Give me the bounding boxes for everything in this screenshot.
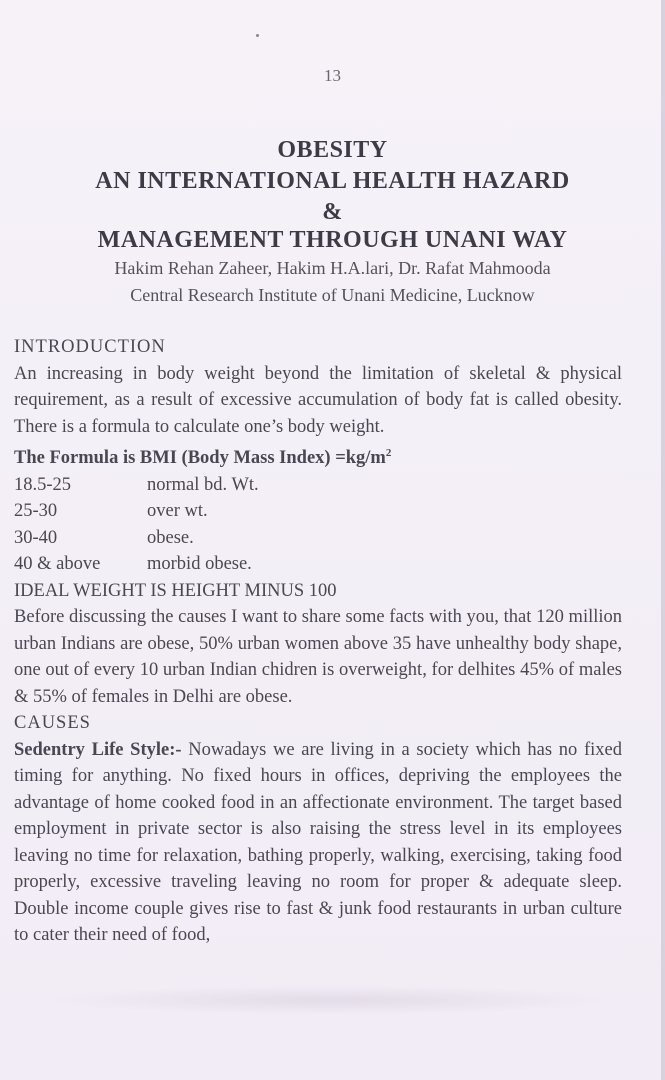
bmi-label: normal bd. Wt. (147, 474, 259, 495)
bmi-formula-text: The Formula is BMI (Body Mass Index) =kg/m (14, 448, 386, 469)
bmi-row (14, 472, 622, 499)
bmi-label: morbid obese. (147, 554, 252, 575)
bmi-label: obese. (147, 527, 194, 548)
bleed-through (40, 985, 620, 1015)
bmi-range: 18.5-25 (14, 474, 72, 495)
sedentary-paragraph (14, 737, 622, 949)
bmi-range: 40 & above (14, 554, 101, 575)
introduction-paragraph: An increasing in body weight beyond the limitation of skeletal & physical requirement, as a result of excessive accumulation of body fat is called obesity. There is a formula to calculate one’s body weight. (14, 363, 622, 437)
bmi-range: 25-30 (14, 501, 58, 522)
bmi-formula-superscript: 2 (385, 447, 392, 459)
title-line-3: & (322, 199, 343, 225)
facts-paragraph: Before discussing the causes I want to share some facts with you, that 120 million urban Indians are obese, 50% urban women above 35 have unhealthy body shape, one out of every 10 urban Indian chidren is overweight, for delhites 45% of males & 55% of females in Delhi are obese. (14, 607, 622, 707)
bmi-row (14, 551, 622, 578)
speck (256, 34, 259, 37)
introduction-heading: INTRODUCTION (14, 337, 166, 357)
affiliation: Central Research Institute of Unani Medicine, Lucknow (130, 285, 535, 305)
sedentary-text: Nowadays we are living in a society which has no fixed timing for anything. No fixed hours in offices, depriving the employees the advantage of home cooked food in an affectionate environment. The target based employment in private sector is also raising the stress level in its employees leaving no time for relaxation, bathing properly, walking, exercising, taking food properly, excessive traveling leaving no room for proper & adequate sleep. Double income couple gives rise to fast & junk food restaurants in urban culture to cater their need of food, (14, 739, 622, 946)
causes-heading: CAUSES (14, 713, 91, 734)
bmi-row (14, 498, 622, 525)
authors: Hakim Rehan Zaheer, Hakim H.A.lari, Dr. Rafat Mahmooda (114, 258, 551, 278)
ideal-weight-line: IDEAL WEIGHT IS HEIGHT MINUS 100 (14, 580, 337, 601)
article-body (14, 334, 622, 949)
bmi-row (14, 525, 622, 552)
sedentary-label: Sedentry Life Style:- (14, 739, 182, 760)
title-line-1: OBESITY (277, 137, 388, 163)
title-line-4: MANAGEMENT THROUGH UNANI WAY (97, 227, 568, 253)
bmi-range: 30-40 (14, 527, 58, 548)
bmi-label: over wt. (147, 501, 208, 522)
title-line-2: AN INTERNATIONAL HEALTH HAZARD (95, 168, 570, 194)
page-number: 13 (324, 66, 341, 85)
bmi-formula (14, 440, 622, 472)
